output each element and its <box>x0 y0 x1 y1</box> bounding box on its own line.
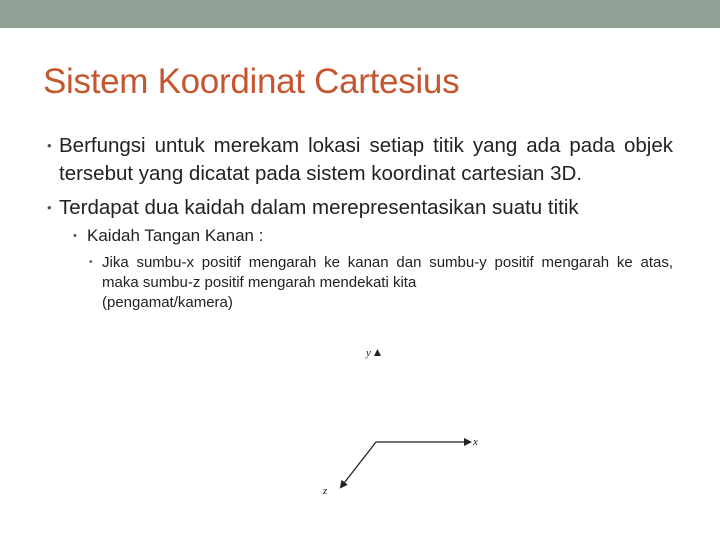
bullet-text: Terdapat dua kaidah dalam merepresentasikan suatu titik <box>59 196 579 219</box>
bullet-dot: • <box>47 138 52 153</box>
sub-bullet-text: Kaidah Tangan Kanan : <box>87 226 264 245</box>
sub-sub-bullet-text: Jika sumbu-x positif mengarah ke kanan dan sumbu-y positif mengarah ke atas, maka sumbu-z positif mengarah mendekati kita <box>102 254 673 291</box>
y-axis-label: y <box>366 347 371 359</box>
bullet-dot: • <box>89 257 93 268</box>
sub-sub-bullet-text-end: (pengamat/kamera) <box>102 294 233 311</box>
slide-body <box>47 132 673 313</box>
y-axis-arrow-icon <box>374 349 381 356</box>
bullet-dot: • <box>47 200 52 215</box>
slide-title: Sistem Koordinat Cartesius <box>43 62 460 101</box>
bullet-item <box>47 194 673 222</box>
bullet-text: Berfungsi untuk merekam lokasi setiap titik yang ada pada objek tersebut yang dicatat pada sistem koordinat cartesian 3D. <box>59 134 673 185</box>
coordinate-axes-diagram <box>310 340 500 510</box>
z-axis-label: z <box>323 485 328 497</box>
bullet-dot: • <box>73 230 77 242</box>
z-axis-line <box>341 442 376 487</box>
sub-sub-bullet-item <box>89 253 673 313</box>
x-axis-label: x <box>473 436 478 448</box>
bullet-item <box>47 132 673 188</box>
sub-bullet-item <box>73 224 673 248</box>
slide-top-bar <box>0 0 720 28</box>
